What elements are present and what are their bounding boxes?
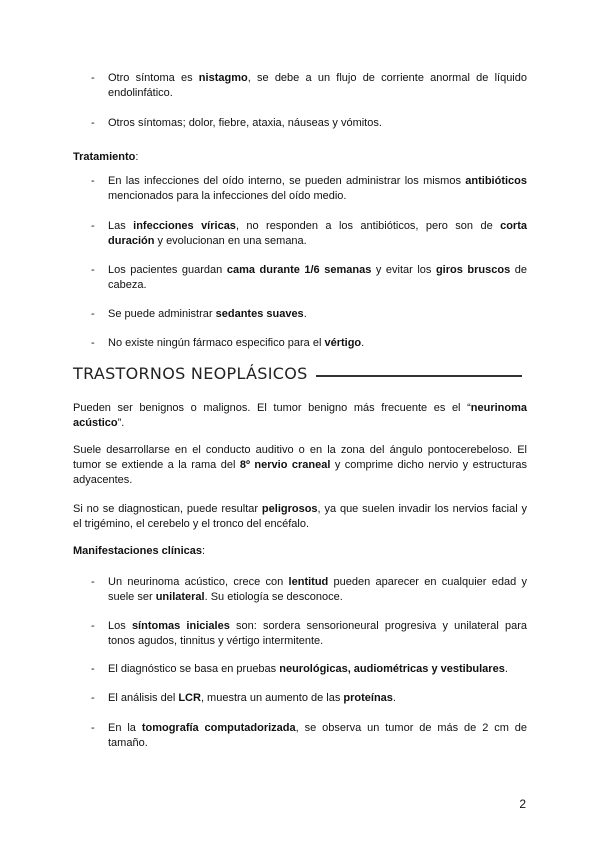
list-item [91, 263, 527, 293]
list-item [91, 691, 527, 706]
text-run: son: sordera sensorioneural progresiva y unilateral para tonos agudos, tinnitus y vértigo intermitente. [108, 620, 527, 647]
page-number: 2 [519, 797, 526, 811]
manifestaciones-heading: Manifestaciones clínicas: [73, 545, 206, 557]
text-run: . [361, 337, 365, 349]
text-run: y evolucionan en una semana. [154, 235, 307, 247]
text-run: . [303, 308, 307, 320]
bullet-dash: - [91, 620, 95, 632]
text-run: , muestra un aumento de las [200, 692, 344, 704]
bullet-dash: - [91, 175, 95, 187]
paragraph [73, 502, 527, 532]
list-item-text [108, 691, 527, 706]
text-run: y evitar los [371, 264, 436, 276]
list-item-text [108, 575, 527, 605]
text-run: Pueden ser benignos o malignos. El tumor benigno más frecuente es el “ [73, 402, 471, 414]
text-run: Otros síntomas; dolor, fiebre, ataxia, náuseas y vómitos. [108, 117, 382, 129]
bold-term: LCR [178, 692, 201, 704]
list-item [91, 174, 527, 204]
bullet-dash: - [91, 264, 95, 276]
list-item [91, 116, 527, 131]
text-run: , se observa un tumor de más de 2 cm de tamaño. [108, 722, 527, 749]
bold-term: unilateral [155, 591, 205, 603]
list-item-text [108, 263, 527, 293]
text-run: y comprime dicho nervio y estructuras adyacentes. [73, 459, 527, 486]
list-item [91, 721, 527, 751]
bullet-dash: - [91, 72, 95, 84]
bullet-dash: - [91, 663, 95, 675]
list-item-text [108, 71, 527, 101]
list-item-text [108, 662, 527, 677]
text-run: Los pacientes guardan [108, 264, 227, 276]
tratamiento-heading: Tratamiento: [73, 151, 139, 163]
bold-term: 8º nervio craneal [239, 459, 331, 471]
bold-term: infecciones víricas [133, 220, 236, 232]
list-item [91, 662, 527, 677]
text-run: Suele desarrollarse en el conducto auditivo o en la zona del ángulo pontocerebeloso. El tumor se extiende a la rama del [73, 444, 527, 471]
list-item [91, 575, 527, 605]
bold-term: antibióticos [465, 175, 527, 187]
text-run: El análisis del [108, 692, 179, 704]
text-run: Un neurinoma acústico, crece con [108, 576, 289, 588]
paragraph [73, 401, 527, 431]
list-item [91, 336, 527, 351]
text-run: , no responden a los antibióticos, pero son de [235, 220, 501, 232]
bold-term: peligrosos [261, 503, 318, 515]
text-run: El diagnóstico se basa en pruebas [108, 663, 280, 675]
text-run: de cabeza. [108, 264, 527, 291]
bold-term: tomografía computadorizada [141, 722, 296, 734]
bold-term: vértigo [324, 337, 362, 349]
list-item-text [108, 721, 527, 751]
bullet-dash: - [91, 220, 95, 232]
text-run: Otro síntoma es [108, 72, 199, 84]
text-run: ”. [117, 417, 125, 429]
text-run: , ya que suelen invadir los nervios facial y el trigémino, el cerebelo y el tronco del encéfalo. [73, 503, 528, 530]
list-item [91, 71, 527, 101]
text-run: Los [108, 620, 132, 632]
bullet-dash: - [91, 337, 95, 349]
bold-term: proteínas [343, 692, 393, 704]
list-item-text [108, 307, 527, 322]
list-item [91, 619, 527, 649]
list-item-text [108, 336, 527, 351]
text-run: Si no se diagnostican, puede resultar [73, 503, 262, 515]
bold-term: nistagmo [198, 72, 248, 84]
text-run: . [392, 692, 396, 704]
section-title: TRASTORNOS NEOPLÁSICOS [73, 364, 533, 386]
text-run: No existe ningún fármaco especifico para el [108, 337, 325, 349]
bold-term: giros bruscos [435, 264, 511, 276]
paragraph [73, 443, 527, 488]
bold-term: corta duración [108, 220, 527, 247]
bullet-dash: - [91, 722, 95, 734]
list-item [91, 219, 527, 249]
bold-term: lentitud [288, 576, 329, 588]
text-run: Las [108, 220, 134, 232]
text-run: pueden aparecer en cualquier edad y suele ser [108, 576, 527, 603]
title-rule [316, 375, 522, 377]
text-run: , se debe a un flujo de corriente anormal de líquido endolinfático. [108, 72, 527, 99]
text-run: mencionados para la infecciones del oído medio. [108, 190, 347, 202]
list-item [91, 307, 527, 322]
bullet-dash: - [91, 576, 95, 588]
bold-term: neurológicas, audiométricas y vestibulares [279, 663, 505, 675]
text-run: . Su etiología se desconoce. [204, 591, 343, 603]
bullet-dash: - [91, 692, 95, 704]
bold-term: cama durante 1/6 semanas [226, 264, 372, 276]
bullet-dash: - [91, 308, 95, 320]
list-item-text [108, 116, 527, 131]
bold-term: sedantes suaves [215, 308, 304, 320]
bold-term: neurinoma acústico [73, 402, 527, 429]
text-run: Se puede administrar [108, 308, 216, 320]
list-item-text [108, 219, 527, 249]
bullet-dash: - [91, 117, 95, 129]
bold-term: síntomas iniciales [131, 620, 230, 632]
list-item-text [108, 174, 527, 204]
text-run: . [504, 663, 508, 675]
list-item-text [108, 619, 527, 649]
text-run: En las infecciones del oído interno, se pueden administrar los mismos [108, 175, 466, 187]
text-run: En la [108, 722, 142, 734]
